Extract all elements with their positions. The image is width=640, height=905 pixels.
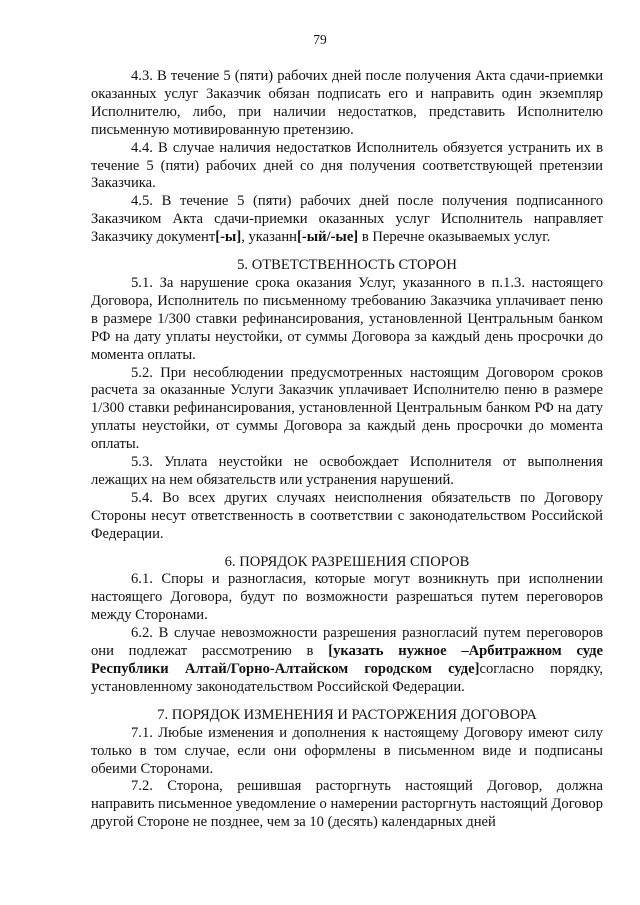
clause-6-1: 6.1. Споры и разногласия, которые могут возникнуть при исполнении настоящего Договора, будут по возможности разрешаться путем переговоров между Сторонами. [91,571,603,624]
clause-4-3: 4.3. В течение 5 (пяти) рабочих дней после получения Акта сдачи-приемки оказанных услуг Заказчик обязан подписать его и направить один экземпляр Исполнителю, либо, при наличии недостатков, представить Исполнителю письменную мотивированную претензию. [91,68,603,138]
clause-6-2-text-a: 6.2. В случае невозможности разрешения разногласий путем переговоров они подлежат рассмотрению в [91,625,603,660]
clause-6-2-text-b: согласно порядку, установленному законодательством Российской Федерации. [91,661,603,695]
clause-5-1: 5.1. За нарушение срока оказания Услуг, указанного в п.1.3. настоящего Договора, Исполнитель по письменному требованию Заказчика уплачивает пеню в размере 1/300 ставки рефинансирования, установленной Центральным банком РФ на дату уплаты неустойки, от суммы Договора за каждый день просрочки до момента оплаты. [91,274,603,363]
clause-4-5-placeholder-b: [-ый/-ые] [297,229,359,246]
clause-7-1: 7.1. Любые изменения и дополнения к настоящему Договору имеют силу только в том случае, если они оформлены в письменном виде и подписаны обеими Сторонами. [91,724,603,777]
clause-6-2 [91,625,603,697]
section-6-heading: 6. ПОРЯДОК РАЗРЕШЕНИЯ СПОРОВ [224,553,470,570]
clause-4-5-text-b: , указанн [241,229,297,246]
page-number: 79 [313,32,327,47]
section-7-heading: 7. ПОРЯДОК ИЗМЕНЕНИЯ И РАСТОРЖЕНИЯ ДОГОВОРА [157,706,537,723]
section-5-heading: 5. ОТВЕТСТВЕННОСТЬ СТОРОН [237,257,457,274]
clause-6-2-court-placeholder: [указать нужное –Арбитражном суде Республики Алтай/Горно-Алтайском городском суде] [91,643,603,677]
clause-5-3: 5.3. Уплата неустойки не освобождает Исполнителя от выполнения лежащих на нем обязательств или устранения нарушений. [91,454,603,488]
clause-5-2: 5.2. При несоблюдении предусмотренных настоящим Договором сроков расчета за оказанные Услуги Заказчик уплачивает Исполнителю пеню в размере 1/300 ставки рефинансирования, установленной Центральным банком РФ на дату уплаты неустойки, от суммы Договора за каждый день просрочки до момента оплаты. [91,364,603,453]
clause-4-5-text-c: в Перечне оказываемых услуг. [358,229,551,246]
clause-7-2: 7.2. Сторона, решившая расторгнуть настоящий Договор, должна направить письменное уведомление о намерении расторгнуть настоящий Договор другой Стороне не позднее, чем за 10 (десять) календарных дней [91,778,603,831]
clause-4-5-placeholder-a: [-ы] [215,229,242,246]
clause-4-5-text-a: 4.5. В течение 5 (пяти) рабочих дней после получения подписанного Заказчиком Акта сдачи-приемки оказанных услуг Исполнитель направляет Заказчику документ [91,193,603,246]
clause-5-4: 5.4. Во всех других случаях неисполнения обязательств по Договору Стороны несут ответственность в соответствии с законодательством Российской Федерации. [91,489,603,542]
clause-4-4: 4.4. В случае наличия недостатков Исполнитель обязуется устранить их в течение 5 (пяти) рабочих дней со дня получения соответствующей претензии Заказчика. [91,139,603,192]
clause-4-5 [91,193,603,247]
document-body [91,68,603,832]
